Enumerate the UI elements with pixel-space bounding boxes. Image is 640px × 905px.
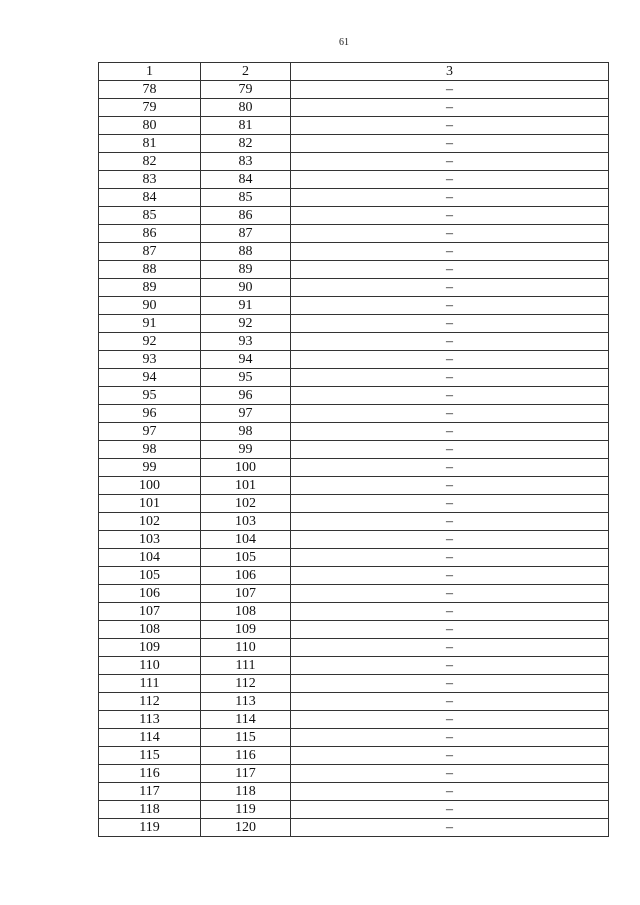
table-cell-col-1: 99	[99, 459, 201, 477]
table-cell-col-3: –	[291, 369, 609, 387]
table-row	[99, 477, 609, 495]
table-row	[99, 621, 609, 639]
table-cell-col-1: 80	[99, 117, 201, 135]
table-cell-col-2: 96	[201, 387, 291, 405]
table-row	[99, 531, 609, 549]
table-cell-col-2: 80	[201, 99, 291, 117]
table-cell-col-3: –	[291, 549, 609, 567]
table-cell-col-3: –	[291, 639, 609, 657]
table-cell-col-1: 104	[99, 549, 201, 567]
table-cell-col-1: 114	[99, 729, 201, 747]
data-table	[98, 62, 609, 837]
table-cell-col-3: –	[291, 423, 609, 441]
table-cell-col-3: –	[291, 513, 609, 531]
table-row	[99, 117, 609, 135]
column-header-1: 1	[99, 63, 201, 81]
table-cell-col-3: –	[291, 315, 609, 333]
table-cell-col-1: 112	[99, 693, 201, 711]
table-row	[99, 261, 609, 279]
table-cell-col-1: 96	[99, 405, 201, 423]
table-row	[99, 765, 609, 783]
table-row	[99, 567, 609, 585]
table-row	[99, 387, 609, 405]
table-cell-col-3: –	[291, 279, 609, 297]
table-cell-col-3: –	[291, 765, 609, 783]
table-cell-col-2: 110	[201, 639, 291, 657]
table-cell-col-2: 89	[201, 261, 291, 279]
table-cell-col-3: –	[291, 189, 609, 207]
table-body	[99, 81, 609, 837]
table-cell-col-3: –	[291, 117, 609, 135]
table-cell-col-3: –	[291, 747, 609, 765]
table-cell-col-2: 92	[201, 315, 291, 333]
table-row	[99, 225, 609, 243]
table-cell-col-1: 116	[99, 765, 201, 783]
table-cell-col-3: –	[291, 405, 609, 423]
page-number: 61	[339, 37, 349, 48]
table-cell-col-2: 91	[201, 297, 291, 315]
table-row	[99, 243, 609, 261]
table-cell-col-2: 120	[201, 819, 291, 837]
table-row	[99, 279, 609, 297]
table-cell-col-2: 112	[201, 675, 291, 693]
table-row	[99, 153, 609, 171]
table-cell-col-3: –	[291, 567, 609, 585]
table-cell-col-3: –	[291, 459, 609, 477]
table-cell-col-2: 116	[201, 747, 291, 765]
table-cell-col-3: –	[291, 441, 609, 459]
table-cell-col-3: –	[291, 819, 609, 837]
table-cell-col-3: –	[291, 477, 609, 495]
table-cell-col-2: 106	[201, 567, 291, 585]
table-row	[99, 423, 609, 441]
table-row	[99, 207, 609, 225]
table-cell-col-2: 99	[201, 441, 291, 459]
table-cell-col-2: 98	[201, 423, 291, 441]
table-cell-col-3: –	[291, 621, 609, 639]
table-cell-col-2: 85	[201, 189, 291, 207]
table-cell-col-2: 117	[201, 765, 291, 783]
table-cell-col-1: 91	[99, 315, 201, 333]
table-cell-col-1: 84	[99, 189, 201, 207]
table-cell-col-1: 83	[99, 171, 201, 189]
table-row	[99, 675, 609, 693]
table-cell-col-1: 82	[99, 153, 201, 171]
table-cell-col-3: –	[291, 729, 609, 747]
table-cell-col-2: 102	[201, 495, 291, 513]
column-header-3: 3	[291, 63, 609, 81]
table-row	[99, 81, 609, 99]
table-row	[99, 585, 609, 603]
table-row	[99, 99, 609, 117]
table-cell-col-2: 114	[201, 711, 291, 729]
table-cell-col-1: 93	[99, 351, 201, 369]
table-row	[99, 639, 609, 657]
table-cell-col-2: 87	[201, 225, 291, 243]
table-cell-col-1: 110	[99, 657, 201, 675]
data-table-container	[98, 62, 608, 837]
table-row	[99, 441, 609, 459]
table-cell-col-1: 97	[99, 423, 201, 441]
table-cell-col-1: 108	[99, 621, 201, 639]
table-cell-col-1: 79	[99, 99, 201, 117]
table-cell-col-1: 106	[99, 585, 201, 603]
table-cell-col-1: 98	[99, 441, 201, 459]
table-cell-col-3: –	[291, 531, 609, 549]
table-cell-col-3: –	[291, 783, 609, 801]
table-cell-col-1: 118	[99, 801, 201, 819]
table-cell-col-1: 90	[99, 297, 201, 315]
table-cell-col-1: 94	[99, 369, 201, 387]
table-cell-col-3: –	[291, 603, 609, 621]
table-row	[99, 693, 609, 711]
table-cell-col-2: 107	[201, 585, 291, 603]
table-cell-col-3: –	[291, 711, 609, 729]
table-cell-col-1: 95	[99, 387, 201, 405]
table-cell-col-3: –	[291, 81, 609, 99]
table-row	[99, 297, 609, 315]
table-cell-col-1: 102	[99, 513, 201, 531]
table-cell-col-2: 82	[201, 135, 291, 153]
table-cell-col-2: 81	[201, 117, 291, 135]
table-cell-col-3: –	[291, 675, 609, 693]
table-cell-col-1: 109	[99, 639, 201, 657]
table-cell-col-1: 89	[99, 279, 201, 297]
table-row	[99, 549, 609, 567]
table-row	[99, 729, 609, 747]
table-row	[99, 171, 609, 189]
table-cell-col-2: 103	[201, 513, 291, 531]
table-cell-col-2: 95	[201, 369, 291, 387]
table-cell-col-1: 105	[99, 567, 201, 585]
table-cell-col-1: 78	[99, 81, 201, 99]
table-cell-col-3: –	[291, 225, 609, 243]
table-cell-col-2: 119	[201, 801, 291, 819]
table-cell-col-2: 100	[201, 459, 291, 477]
table-cell-col-3: –	[291, 297, 609, 315]
table-row	[99, 747, 609, 765]
table-cell-col-1: 103	[99, 531, 201, 549]
table-cell-col-3: –	[291, 135, 609, 153]
table-row	[99, 495, 609, 513]
table-row	[99, 405, 609, 423]
table-cell-col-2: 105	[201, 549, 291, 567]
table-cell-col-1: 117	[99, 783, 201, 801]
table-cell-col-1: 111	[99, 675, 201, 693]
table-row	[99, 135, 609, 153]
table-row	[99, 603, 609, 621]
table-cell-col-1: 81	[99, 135, 201, 153]
table-cell-col-3: –	[291, 243, 609, 261]
table-header-row	[99, 63, 609, 81]
table-cell-col-2: 79	[201, 81, 291, 99]
table-cell-col-3: –	[291, 153, 609, 171]
table-cell-col-1: 113	[99, 711, 201, 729]
table-cell-col-3: –	[291, 693, 609, 711]
table-cell-col-2: 86	[201, 207, 291, 225]
table-cell-col-2: 84	[201, 171, 291, 189]
table-cell-col-1: 85	[99, 207, 201, 225]
table-row	[99, 351, 609, 369]
table-cell-col-3: –	[291, 657, 609, 675]
table-cell-col-3: –	[291, 99, 609, 117]
table-row	[99, 657, 609, 675]
table-cell-col-3: –	[291, 351, 609, 369]
table-cell-col-1: 92	[99, 333, 201, 351]
table-cell-col-2: 97	[201, 405, 291, 423]
table-cell-col-3: –	[291, 585, 609, 603]
table-row	[99, 369, 609, 387]
table-cell-col-1: 86	[99, 225, 201, 243]
table-cell-col-3: –	[291, 171, 609, 189]
table-cell-col-3: –	[291, 387, 609, 405]
table-cell-col-3: –	[291, 495, 609, 513]
table-row	[99, 783, 609, 801]
table-cell-col-1: 100	[99, 477, 201, 495]
table-cell-col-1: 119	[99, 819, 201, 837]
table-cell-col-3: –	[291, 207, 609, 225]
table-cell-col-1: 87	[99, 243, 201, 261]
table-cell-col-2: 88	[201, 243, 291, 261]
table-cell-col-2: 94	[201, 351, 291, 369]
table-cell-col-1: 115	[99, 747, 201, 765]
table-cell-col-3: –	[291, 333, 609, 351]
column-header-2: 2	[201, 63, 291, 81]
table-cell-col-1: 107	[99, 603, 201, 621]
table-row	[99, 711, 609, 729]
table-cell-col-2: 108	[201, 603, 291, 621]
table-cell-col-2: 115	[201, 729, 291, 747]
table-row	[99, 189, 609, 207]
table-row	[99, 801, 609, 819]
table-row	[99, 513, 609, 531]
table-row	[99, 315, 609, 333]
table-cell-col-2: 83	[201, 153, 291, 171]
table-cell-col-2: 104	[201, 531, 291, 549]
table-cell-col-2: 109	[201, 621, 291, 639]
table-cell-col-3: –	[291, 801, 609, 819]
table-cell-col-3: –	[291, 261, 609, 279]
table-cell-col-2: 90	[201, 279, 291, 297]
table-cell-col-2: 118	[201, 783, 291, 801]
table-cell-col-2: 101	[201, 477, 291, 495]
table-cell-col-2: 113	[201, 693, 291, 711]
table-cell-col-2: 111	[201, 657, 291, 675]
table-row	[99, 459, 609, 477]
table-row	[99, 819, 609, 837]
table-cell-col-1: 88	[99, 261, 201, 279]
table-cell-col-2: 93	[201, 333, 291, 351]
table-cell-col-1: 101	[99, 495, 201, 513]
table-row	[99, 333, 609, 351]
